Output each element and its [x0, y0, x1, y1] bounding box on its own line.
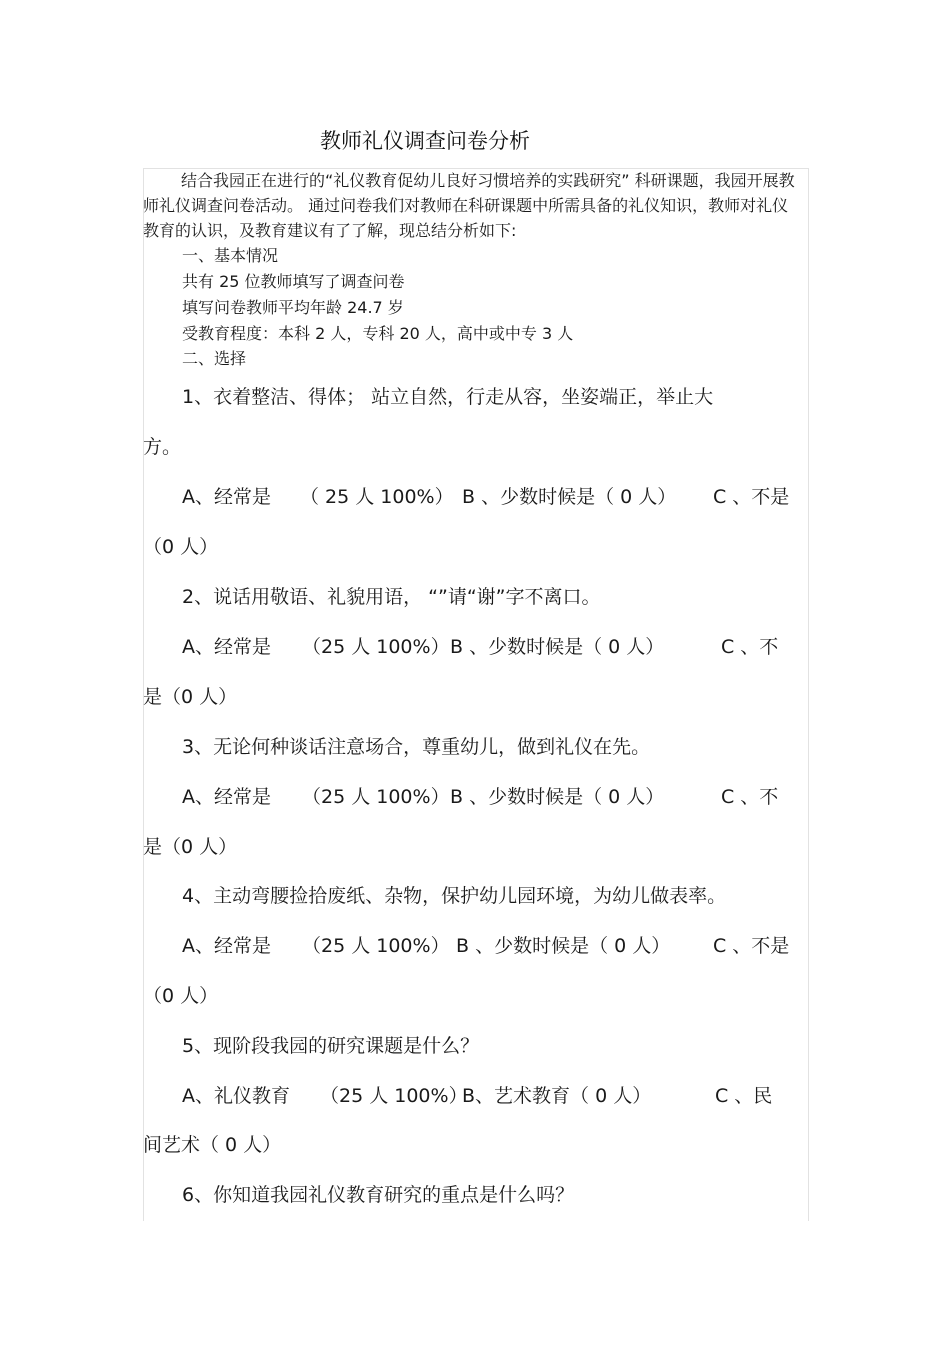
- option-a-count: （25 人 100%）: [302, 935, 450, 957]
- option-b: B 、少数时候是（ 0 人）: [450, 636, 665, 658]
- option-a: A、经常是: [182, 786, 271, 808]
- section-heading-basic: 一、基本情况: [182, 246, 279, 265]
- intro-paragraph: 结合我园正在进行的“礼仪教育促幼儿良好习惯培养的实践研究” 科研课题，我园开展教师礼仪调查问卷活动。 通过问卷我们对教师在科研课题中所需具备的礼仪知识，教师对礼仪教育的认识，及教育建议有了了解，现总结分析如下:: [143, 171, 795, 240]
- option-a-count: （ 25 人 100%）: [300, 486, 454, 508]
- option-c: C 、不: [721, 636, 779, 658]
- question-text: 1、衣着整洁、得体； 站立自然，行走从容，坐姿端正，举止大: [182, 386, 714, 408]
- question-text: 5、现阶段我园的研究课题是什么？: [182, 1035, 480, 1057]
- question-text: 3、无论何种谈话注意场合，尊重幼儿，做到礼仪在先。: [182, 736, 651, 758]
- option-a-count: （25 人 100%）: [302, 636, 450, 658]
- option-c-count: 间艺术（ 0 人）: [143, 1134, 282, 1156]
- basic-info-line: 共有 25 位教师填写了调查问卷: [182, 272, 405, 291]
- option-c: C 、民: [715, 1085, 773, 1107]
- option-a: A、经常是: [182, 486, 271, 508]
- option-a: A、经常是: [182, 935, 271, 957]
- option-a: A、经常是: [182, 636, 271, 658]
- option-a-count: （25 人 100%）: [302, 786, 450, 808]
- section-heading-choice: 二、选择: [182, 349, 247, 368]
- question-text: 6、你知道我园礼仪教育研究的重点是什么吗？: [182, 1184, 575, 1206]
- question-text: 4、主动弯腰捡拾废纸、杂物，保护幼儿园环境，为幼儿做表率。: [182, 885, 727, 907]
- option-c: C 、不是: [713, 935, 790, 957]
- option-b: B 、少数时候是（ 0 人）: [462, 486, 677, 508]
- option-c-count: （0 人）: [143, 985, 219, 1007]
- option-b: B 、少数时候是（ 0 人）: [450, 786, 665, 808]
- option-a: A、礼仪教育: [182, 1085, 290, 1107]
- question-text: 2、说话用敬语、礼貌用语， “”请“谢”字不离口。: [182, 586, 601, 608]
- option-b: B、艺术教育（ 0 人）: [462, 1085, 652, 1107]
- option-c-count: 是（0 人）: [143, 836, 238, 858]
- option-c-count: （0 人）: [143, 536, 219, 558]
- option-b: B 、少数时候是（ 0 人）: [456, 935, 671, 957]
- option-c: C 、不: [721, 786, 779, 808]
- basic-info-line: 受教育程度：本科 2 人，专科 20 人，高中或中专 3 人: [182, 324, 574, 343]
- option-c-count: 是（0 人）: [143, 686, 238, 708]
- basic-info-line: 填写问卷教师平均年龄 24.7 岁: [182, 298, 404, 317]
- question-text-cont: 方。: [143, 436, 182, 458]
- option-a-count: （25 人 100%）: [320, 1085, 468, 1107]
- option-c: C 、不是: [713, 486, 790, 508]
- page-title: 教师礼仪调查问卷分析: [320, 129, 530, 153]
